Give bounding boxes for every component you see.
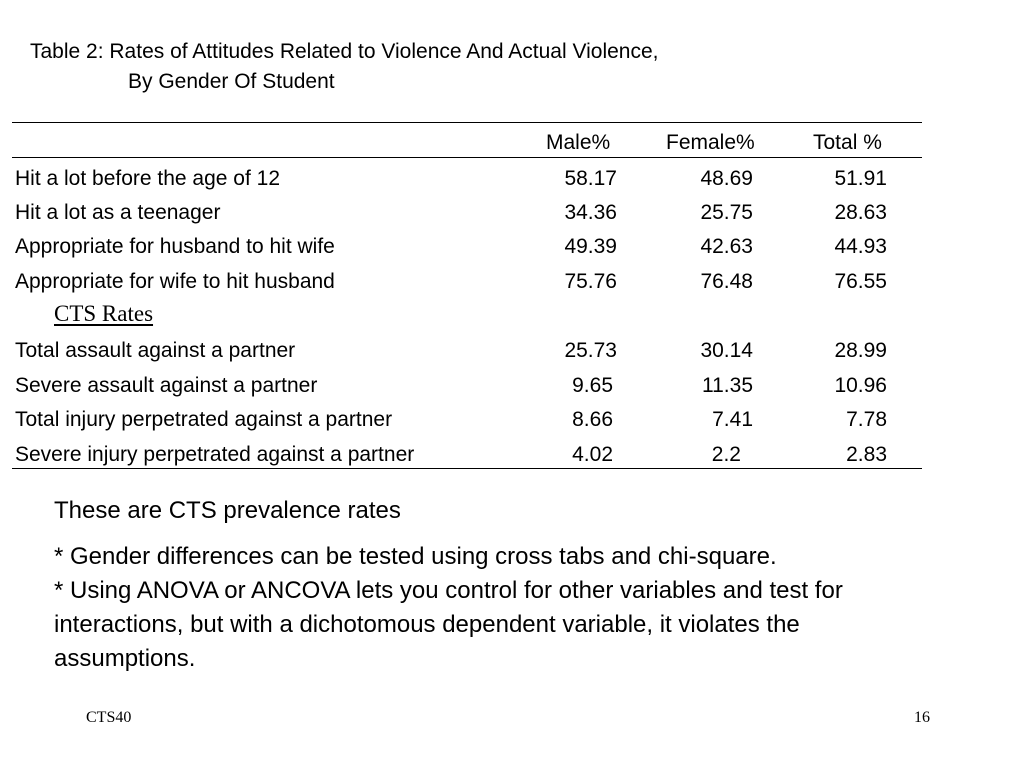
table-row bbox=[0, 230, 1024, 264]
total-value: 10.96 bbox=[834, 374, 887, 397]
male-value: 34.36 bbox=[564, 201, 617, 224]
total-value: 28.99 bbox=[834, 339, 887, 362]
table-row bbox=[0, 403, 1024, 437]
female-value: 25.75 bbox=[700, 201, 753, 224]
table-bottom-rule bbox=[12, 468, 922, 469]
male-value: 9.65 bbox=[572, 374, 613, 397]
column-header-male: Male% bbox=[546, 131, 611, 154]
table-header-rule bbox=[12, 157, 922, 158]
male-value: 8.66 bbox=[572, 408, 613, 431]
column-header-total: Total % bbox=[813, 131, 882, 154]
footer-label: CTS40 bbox=[86, 709, 132, 726]
female-value: 48.69 bbox=[700, 167, 753, 190]
row-label: Total assault against a partner bbox=[15, 339, 296, 362]
male-value: 58.17 bbox=[564, 167, 617, 190]
female-value: 7.41 bbox=[712, 408, 753, 431]
note-anova: * Using ANOVA or ANCOVA lets you control for other variables and test for interactions, but with a dichotomous dependent variable, it violates the assumptions. bbox=[54, 577, 843, 672]
row-label: Hit a lot before the age of 12 bbox=[15, 167, 281, 190]
total-value: 7.78 bbox=[846, 408, 887, 431]
female-value: 11.35 bbox=[702, 374, 753, 397]
note-prevalence: These are CTS prevalence rates bbox=[54, 497, 401, 524]
table-title bbox=[30, 37, 658, 97]
total-value: 28.63 bbox=[834, 201, 887, 224]
female-value: 30.14 bbox=[700, 339, 753, 362]
male-value: 49.39 bbox=[564, 235, 617, 258]
total-value: 76.55 bbox=[834, 270, 887, 293]
table-title-line-2: By Gender Of Student bbox=[128, 70, 335, 93]
row-label: Appropriate for wife to hit husband bbox=[15, 270, 335, 293]
column-header-female: Female% bbox=[666, 131, 755, 154]
table-row bbox=[0, 369, 1024, 403]
total-value: 2.83 bbox=[846, 443, 887, 466]
row-label: Severe assault against a partner bbox=[15, 374, 318, 397]
table-row bbox=[0, 196, 1024, 230]
female-value: 2.2 bbox=[711, 443, 741, 466]
page-number: 16 bbox=[914, 709, 930, 726]
total-value: 44.93 bbox=[834, 235, 887, 258]
table-row bbox=[0, 334, 1024, 368]
table-title-line-1: Table 2: Rates of Attitudes Related to Violence And Actual Violence, bbox=[30, 40, 659, 63]
table-row bbox=[0, 162, 1024, 196]
table-row bbox=[0, 438, 1024, 472]
cts-rates-subheading: CTS Rates bbox=[54, 301, 154, 326]
male-value: 4.02 bbox=[572, 443, 613, 466]
male-value: 25.73 bbox=[564, 339, 617, 362]
table-row bbox=[0, 265, 1024, 299]
notes-section bbox=[54, 494, 934, 676]
row-label: Severe injury perpetrated against a partner bbox=[15, 443, 415, 466]
table-top-rule bbox=[12, 122, 922, 123]
total-value: 51.91 bbox=[834, 167, 887, 190]
female-value: 76.48 bbox=[700, 270, 753, 293]
male-value: 75.76 bbox=[564, 270, 617, 293]
female-value: 42.63 bbox=[700, 235, 753, 258]
note-gender-differences: * Gender differences can be tested using cross tabs and chi-square. bbox=[54, 543, 777, 570]
row-label: Appropriate for husband to hit wife bbox=[15, 235, 335, 258]
row-label: Hit a lot as a teenager bbox=[15, 201, 221, 224]
row-label: Total injury perpetrated against a partner bbox=[15, 408, 393, 431]
